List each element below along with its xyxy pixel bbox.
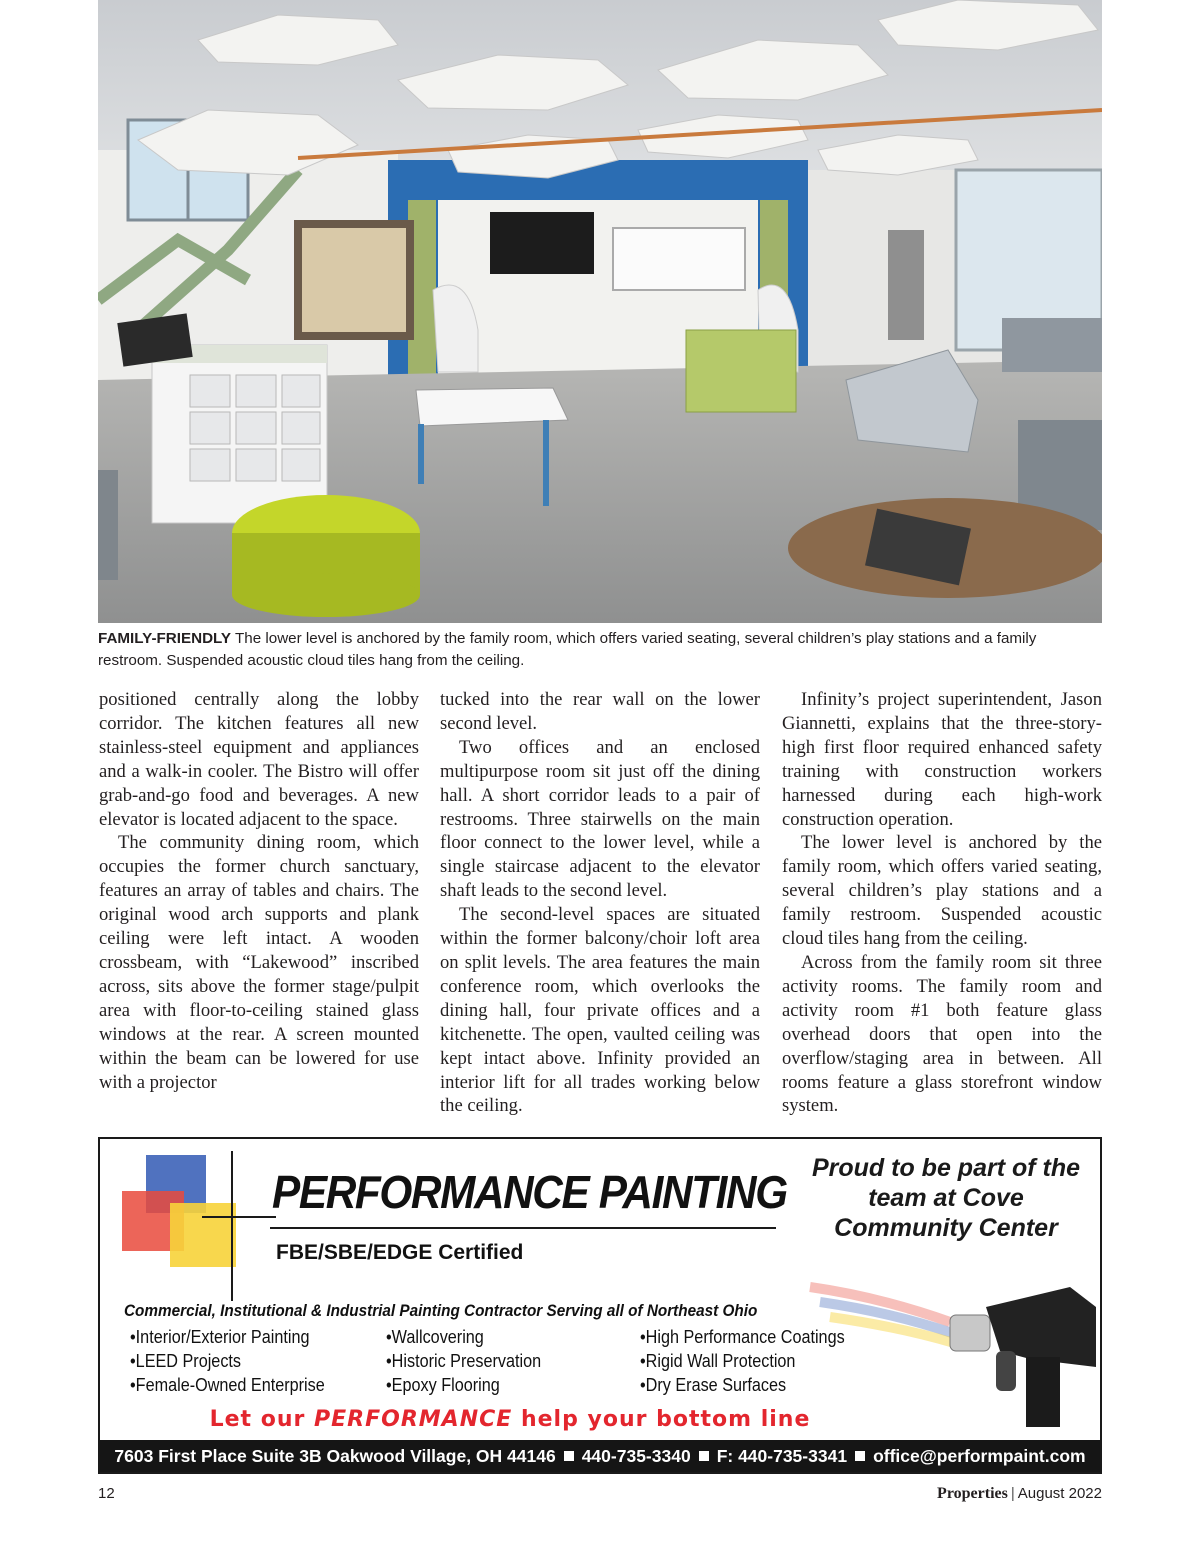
photo-caption — [98, 628, 1102, 672]
brand-divider — [270, 1227, 776, 1229]
services-column-3 — [640, 1325, 845, 1397]
service-item: • LEED Projects — [130, 1349, 325, 1373]
slogan-post: help your bottom line — [512, 1407, 811, 1432]
separator-square-icon — [855, 1451, 865, 1461]
article-paragraph: The lower level is anchored by the family room, which offers varied seating, several children’s play stations and a family restroom. Suspended acoustic cloud tiles hang from the ceiling. — [782, 832, 1102, 950]
issue-date: August 2022 — [1017, 1485, 1102, 1502]
service-item: • High Performance Coatings — [640, 1325, 845, 1349]
service-item: • Historic Preservation — [386, 1349, 541, 1373]
article-paragraph: positioned centrally along the lobby corridor. The kitchen features all new stainless-steel equipment and appliances and a walk-in cooler. The Bistro will offer grab-and-go food and beverages. A new elevator is located adjacent to the space. — [99, 689, 419, 830]
services-column-2 — [386, 1325, 541, 1397]
article-paragraph: Two offices and an enclosed multipurpose room sit just off the dining hall. A short corridor leads to a pair of restrooms. Three stairwells on the main floor connect to the lower level, while a single staircase adjacent to the elevator shaft leads to the second level. — [440, 736, 760, 902]
service-item: • Interior/Exterior Painting — [130, 1325, 325, 1349]
article-column-3 — [782, 688, 1102, 1118]
phone-number: 440-735-3340 — [581, 1446, 691, 1466]
caption-lead: FAMILY-FRIENDLY — [98, 630, 232, 647]
email-address[interactable]: office@performpaint.com — [873, 1446, 1086, 1466]
certification: FBE/SBE/EDGE Certified — [276, 1241, 524, 1264]
ad-tagline: Commercial, Institutional & Industrial Painting Contractor Serving all of Northeast Ohio — [124, 1301, 758, 1320]
brand-name: PERFORMANCE PAINTING — [272, 1166, 787, 1218]
proud-message: Proud to be part of the team at Cove Community Center — [811, 1154, 1081, 1242]
slogan-pre: Let our — [209, 1407, 315, 1432]
separator-square-icon — [564, 1451, 574, 1461]
publication-footer — [937, 1484, 1102, 1503]
service-item: • Wallcovering — [386, 1325, 541, 1349]
performance-painting-ad — [98, 1137, 1102, 1474]
publication-name: Properties — [937, 1485, 1008, 1502]
family-room-photo — [98, 0, 1102, 623]
services-column-1 — [130, 1325, 325, 1397]
contact-bar — [100, 1440, 1100, 1472]
service-item: • Epoxy Flooring — [386, 1373, 541, 1397]
article-paragraph: Across from the family room sit three activity rooms. The family room and activity room #1 both feature glass overhead doors that open into the overflow/staging area in between. All rooms feature a glass storefront window system. — [782, 951, 1102, 1117]
article-paragraph: The second-level spaces are situated within the former balcony/choir loft area on split levels. The area features the main conference room, which overlooks the dining hall, four private offices and a kitchenette. The open, vaulted ceiling was kept intact above. Infinity provided an interior lift for all trades working below the ceiling. — [440, 904, 760, 1117]
service-item: • Female-Owned Enterprise — [130, 1373, 325, 1397]
page-number: 12 — [98, 1485, 115, 1502]
article-paragraph: tucked into the rear wall on the lower second level. — [440, 689, 760, 734]
article-column-2 — [440, 688, 760, 1118]
footer-separator: | — [1010, 1485, 1015, 1502]
address: 7603 First Place Suite 3B Oakwood Village, OH 44146 — [114, 1446, 556, 1466]
separator-square-icon — [699, 1451, 709, 1461]
article-paragraph: The community dining room, which occupies the former church sanctuary, features an array of tables and chairs. The original wood arch supports and plank ceiling were left intact. A wooden crossbeam, with “Lakewood” inscribed across, sits above the former stage/pulpit area with floor-to-ceiling stained glass windows at the rear. A screen mounted within the beam can be lowered for use with a projector — [99, 832, 419, 1093]
service-item: • Rigid Wall Protection — [640, 1349, 845, 1373]
article-column-1 — [99, 688, 419, 1094]
service-item: • Dry Erase Surfaces — [640, 1373, 845, 1397]
slogan-emphasis: PERFORMANCE — [314, 1407, 513, 1432]
ad-slogan — [100, 1407, 920, 1432]
caption-text: The lower level is anchored by the family room, which offers varied seating, several children’s play stations and a family restroom. Suspended acoustic cloud tiles hang from the ceiling. — [98, 630, 1037, 669]
fax-number: F: 440-735-3341 — [716, 1446, 848, 1466]
painting-logo-art — [116, 1151, 276, 1311]
article-paragraph: Infinity’s project superintendent, Jason Giannetti, explains that the three-story-high first floor required enhanced safety training with construction workers harnessed during each high-work construction operation. — [782, 689, 1102, 830]
